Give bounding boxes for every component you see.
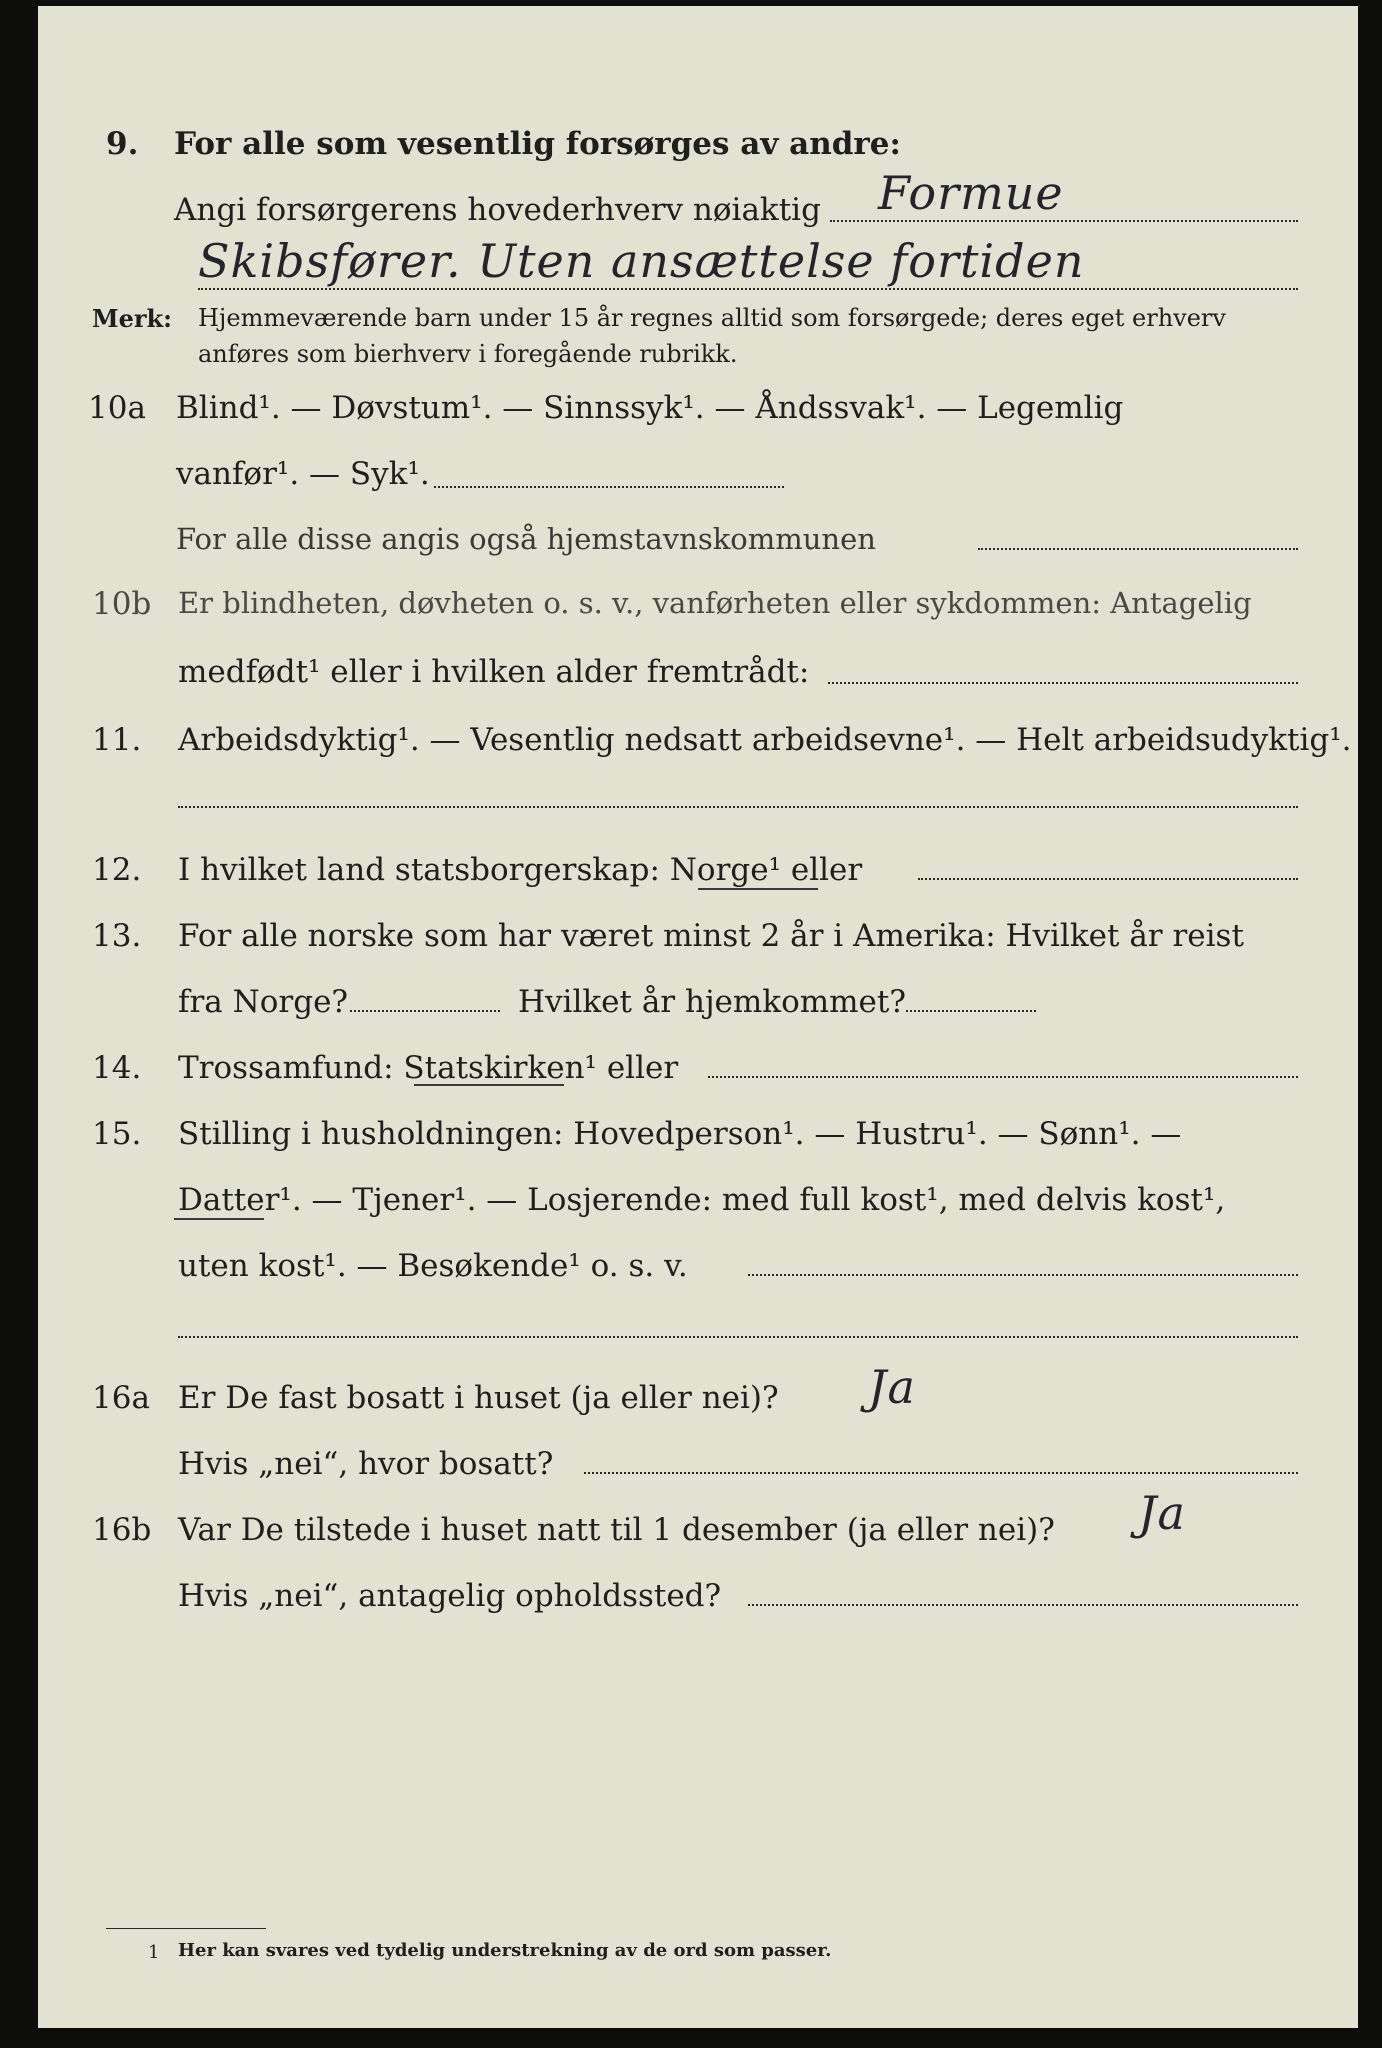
q10b-line2: medfødt¹ eller i hvilken alder fremtrådt: [178, 654, 810, 690]
q16b-handwritten-answer: Ja [1138, 1486, 1186, 1540]
q10a-answer-line-2 [978, 548, 1298, 550]
q13-number: 13. [92, 918, 142, 954]
q13-line2b: Hvilket år hjemkommet? [518, 984, 906, 1020]
footnote-text: Her kan svares ved tydelig understrekning av de ord som passer. [178, 1940, 832, 1961]
q16a-question: Er De fast bosatt i huset (ja eller nei)? [178, 1380, 779, 1416]
q13-answer-line-1 [350, 1010, 500, 1012]
q16a-answer-line [584, 1472, 1298, 1474]
merk-text-1: Hjemmeværende barn under 15 år regnes alltid som forsørgede; deres eget erhverv [198, 304, 1226, 332]
q9-number: 9. [106, 126, 139, 162]
q15-answer-line-2 [178, 1336, 1298, 1338]
q11-number: 11. [92, 722, 142, 758]
q15-line3: uten kost¹. — Besøkende¹ o. s. v. [178, 1248, 688, 1284]
q10a-answer-line [434, 486, 784, 488]
q9-question: Angi forsørgerens hovederhverv nøiaktig [174, 192, 821, 228]
census-form-page [38, 6, 1358, 2028]
footnote-marker: 1 [148, 1942, 160, 1963]
q14-answer-line [708, 1076, 1298, 1078]
q15-number: 15. [92, 1116, 142, 1152]
q16a-handwritten-answer: Ja [868, 1360, 916, 1414]
q14-text: Trossamfund: Statskirken¹ eller [178, 1050, 679, 1086]
q13-answer-line-2 [906, 1010, 1036, 1012]
q15-underline-datter [174, 1218, 264, 1220]
q13-line1: For alle norske som har været minst 2 år i Amerika: Hvilket år reist [178, 918, 1244, 954]
q9-answer-line [830, 220, 1298, 222]
q15-line1: Stilling i husholdningen: Hovedperson¹. — Hustru¹. — Sønn¹. — [178, 1116, 1182, 1152]
q12-underline-norge [698, 888, 818, 890]
q16b-answer-line [748, 1604, 1298, 1606]
q16b-question-2: Hvis „nei“, antagelig opholdssted? [178, 1578, 722, 1614]
footnote-rule [106, 1928, 266, 1929]
q13-line2a: fra Norge? [178, 984, 349, 1020]
q14-underline-statskirken [414, 1084, 564, 1086]
q10b-number: 10b [92, 586, 152, 622]
q10a-line3: For alle disse angis også hjemstavnskommunen [176, 522, 876, 556]
q10b-line1: Er blindheten, døvheten o. s. v., vanførheten eller sykdommen: Antagelig [178, 586, 1252, 620]
q9-handwritten-answer-2: Skibsfører. Uten ansættelse fortiden [198, 234, 1085, 288]
q15-line2: Datter¹. — Tjener¹. — Losjerende: med full kost¹, med delvis kost¹, [178, 1182, 1226, 1218]
q10a-line2: vanfør¹. — Syk¹. [176, 456, 430, 492]
q15-answer-line [748, 1274, 1298, 1276]
q12-answer-line [918, 878, 1298, 880]
q14-number: 14. [92, 1050, 142, 1086]
merk-label: Merk: [92, 304, 172, 333]
q16a-number: 16a [92, 1380, 150, 1416]
q9-handwritten-answer-1: Formue [878, 166, 1064, 220]
q12-number: 12. [92, 852, 142, 888]
merk-text-2: anføres som bierhverv i foregående rubrikk. [198, 340, 738, 368]
q12-text: I hvilket land statsborgerskap: Norge¹ eller [178, 852, 863, 888]
q16a-question-2: Hvis „nei“, hvor bosatt? [178, 1446, 554, 1482]
q10a-line1: Blind¹. — Døvstum¹. — Sinnssyk¹. — Åndssvak¹. — Legemlig [176, 390, 1124, 426]
q16b-number: 16b [92, 1512, 152, 1548]
q16b-question: Var De tilstede i huset natt til 1 desember (ja eller nei)? [178, 1512, 1055, 1548]
q11-answer-line [178, 806, 1298, 808]
q10a-number: 10a [88, 390, 146, 426]
q9-answer-line-2 [198, 288, 1298, 290]
q11-text: Arbeidsdyktig¹. — Vesentlig nedsatt arbeidsevne¹. — Helt arbeidsudyktig¹. [178, 722, 1352, 758]
q9-title: For alle som vesentlig forsørges av andre: [174, 126, 901, 162]
q10b-answer-line [828, 682, 1298, 684]
